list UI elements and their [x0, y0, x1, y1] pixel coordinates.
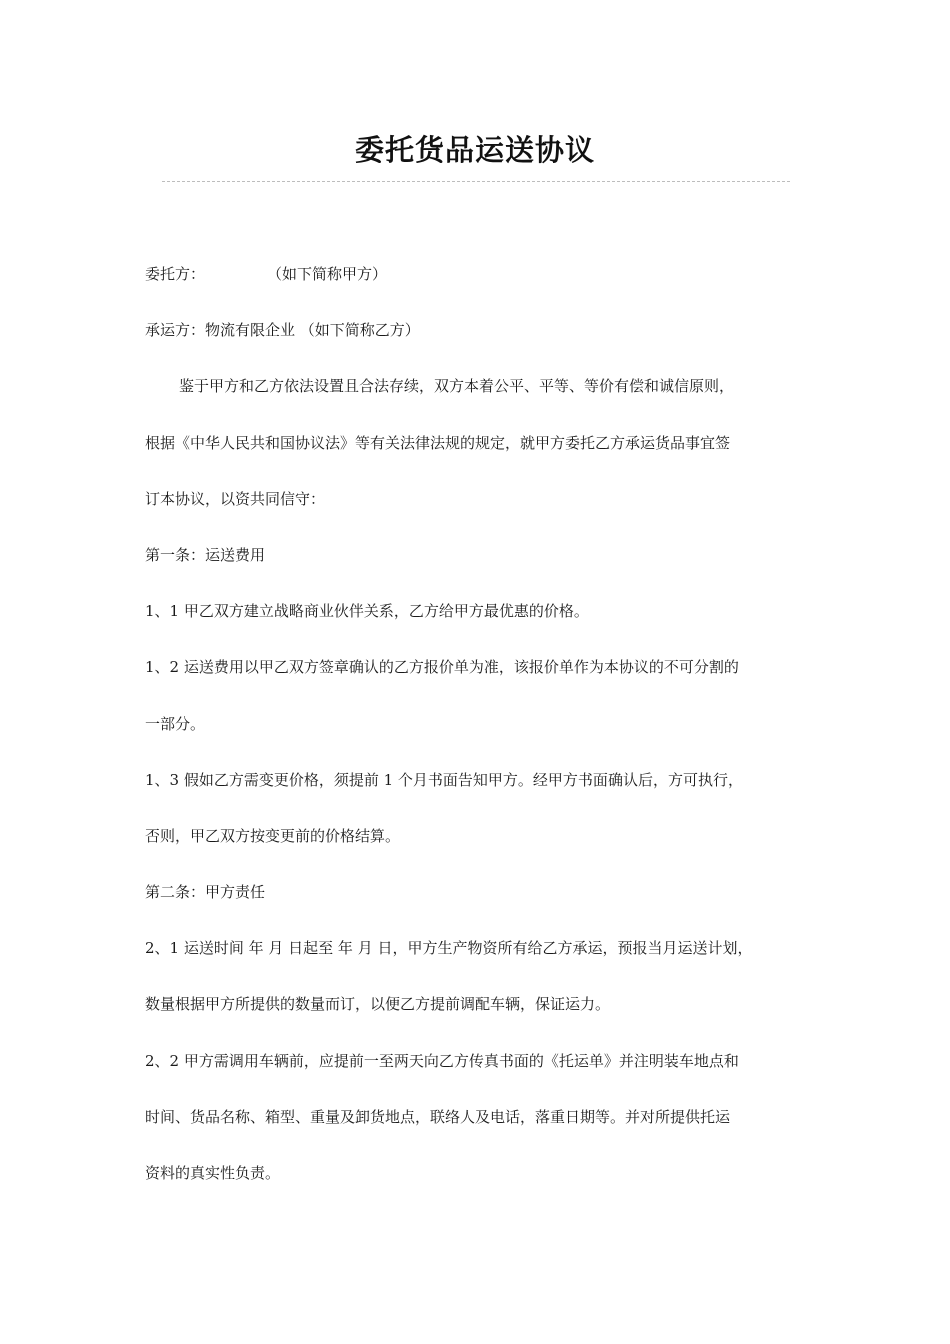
preamble-line: 鉴于甲方和乙方依法设置且合法存续，双方本着公平、平等、等价有偿和诚信原则，	[179, 377, 735, 396]
clause-line: 一部分。	[145, 714, 206, 733]
party-b-line: 承运方：物流有限企业 （如下简称乙方）	[145, 321, 420, 340]
clause-line: 2、2 甲方需调用车辆前，应提前一至两天向乙方传真书面的《托运单》并注明装车地点和	[145, 1051, 739, 1070]
clause-line: 1、2 运送费用以甲乙双方签章确认的乙方报价单为准，该报价单作为本协议的不可分割的	[145, 658, 739, 677]
clause-line: 时间、货品名称、箱型、重量及卸货地点，联络人及电话，落重日期等。并对所提供托运	[145, 1107, 731, 1126]
party-a-label: 委托方：	[145, 265, 206, 283]
clause-line: 数量根据甲方所提供的数量而订，以便乙方提前调配车辆，保证运力。	[145, 995, 611, 1014]
party-a-suffix: （如下简称甲方）	[267, 265, 388, 283]
party-a-line	[145, 252, 805, 308]
document-body	[145, 252, 805, 1207]
article-1-heading: 第一条：运送费用	[145, 545, 266, 564]
document-title: 委托货品运送协议	[354, 133, 595, 167]
clause-line: 否则，甲乙双方按变更前的价格结算。	[145, 826, 401, 845]
clause-line: 1、1 甲乙双方建立战略商业伙伴关系，乙方给甲方最优惠的价格。	[145, 602, 589, 621]
title-divider	[162, 181, 790, 182]
clause-line: 资料的真实性负责。	[145, 1164, 281, 1182]
article-2-heading: 第二条：甲方责任	[145, 883, 266, 902]
clause-line: 2、1 运送时间 年 月 日起至 年 月 日，甲方生产物资所有给乙方承运，预报当月运送计划，	[145, 939, 753, 958]
preamble-line: 订本协议，以资共同信守：	[145, 489, 326, 508]
clause-line: 1、3 假如乙方需变更价格，须提前 1 个月书面告知甲方。经甲方书面确认后，方可执行，	[145, 770, 743, 789]
preamble-line: 根据《中华人民共和国协议法》等有关法律法规的规定，就甲方委托乙方承运货品事宜签	[145, 433, 731, 452]
